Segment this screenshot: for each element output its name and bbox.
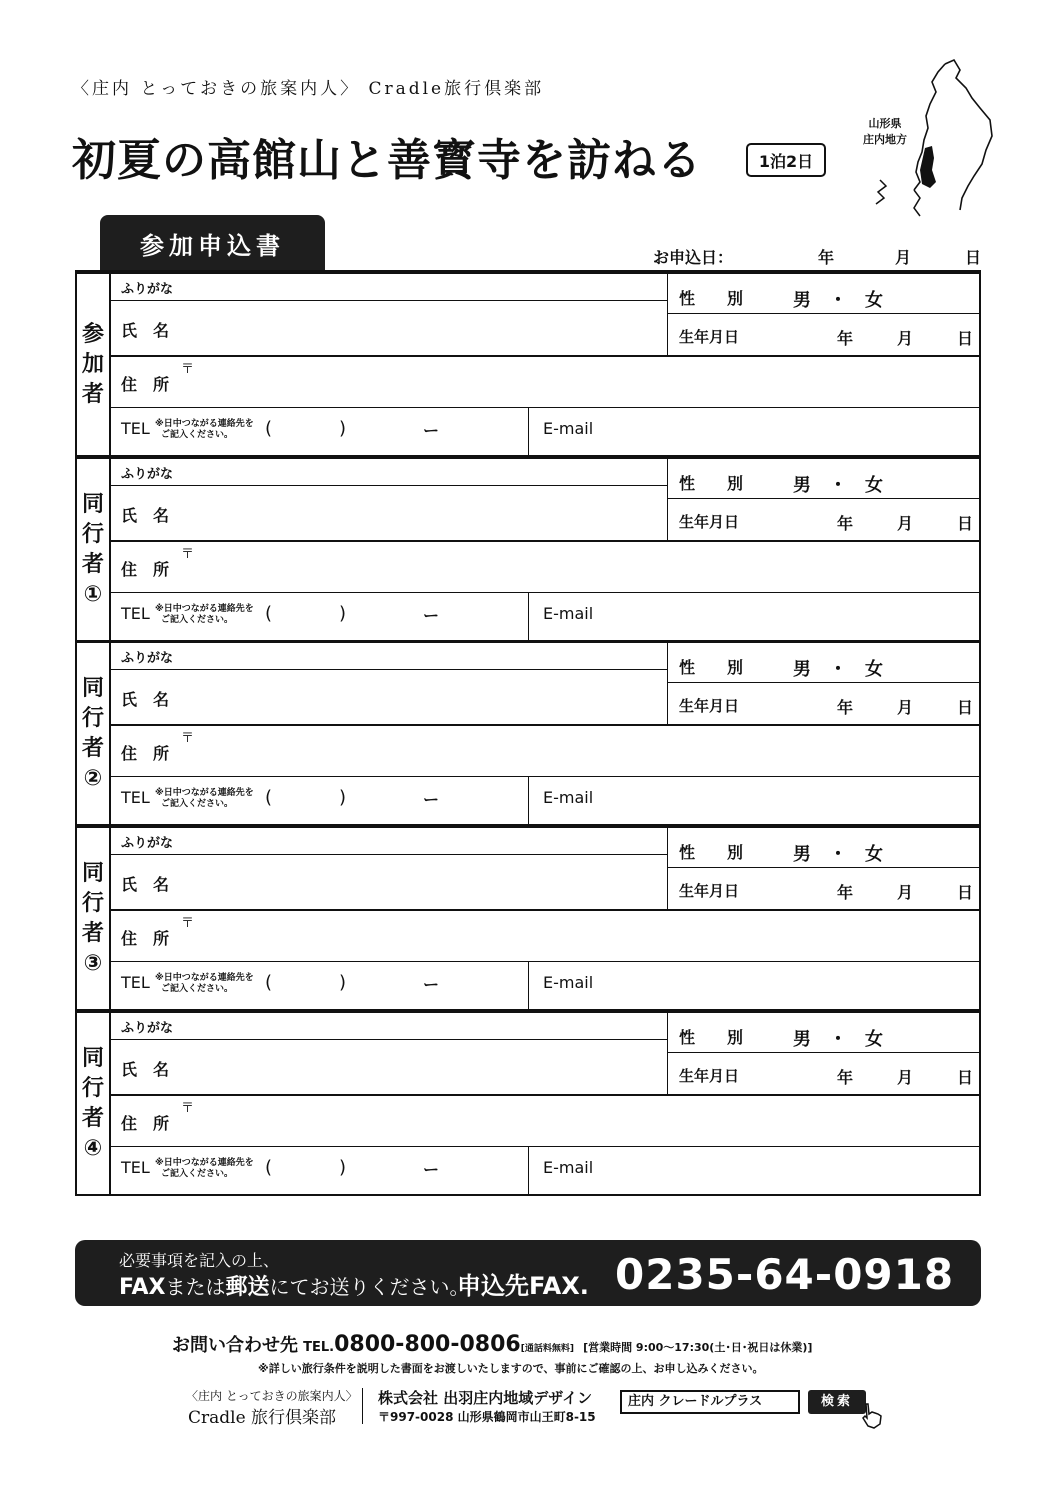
tel-field[interactable] — [273, 783, 523, 819]
tel-note: ※日中つながる連絡先を ご記入ください。 — [155, 419, 254, 440]
birth-year-label: 年 — [837, 883, 854, 902]
email-label: E-mail — [543, 1158, 594, 1177]
furigana-rule — [111, 854, 667, 855]
address-label: 住 所 — [121, 560, 170, 579]
gender-label: 性 別 — [679, 1028, 744, 1047]
tel-dash: ー — [423, 1160, 440, 1179]
birthdate-label: 生年月日 — [679, 697, 740, 715]
postal-mark: 〒 — [181, 362, 195, 377]
gender-birth-rule — [667, 498, 981, 499]
address-row-rule — [111, 592, 981, 593]
postal-mark: 〒 — [181, 547, 195, 562]
birthdate-label: 生年月日 — [679, 1067, 740, 1085]
postal-mark: 〒 — [181, 731, 195, 746]
duration-badge: 1泊2日 — [746, 143, 826, 177]
address-label: 住 所 — [121, 375, 170, 394]
tel-label: TEL — [121, 1158, 150, 1177]
pointer-hand-icon — [858, 1400, 888, 1430]
address-field[interactable] — [197, 1101, 977, 1141]
birth-month-label: 月 — [897, 1068, 914, 1087]
birth-day-label: 日 — [957, 1068, 974, 1087]
block-side-label: 同 行 者 ② — [77, 643, 111, 824]
birth-year-label: 年 — [837, 698, 854, 717]
tel-label: TEL — [121, 419, 150, 438]
email-label: E-mail — [543, 604, 594, 623]
address-field[interactable] — [197, 362, 977, 402]
name-row-rule — [111, 540, 981, 542]
email-label: E-mail — [543, 419, 594, 438]
address-label: 住 所 — [121, 744, 170, 763]
name-label: 氏 名 — [121, 690, 170, 709]
applicant-block — [75, 826, 981, 1011]
company-name: 株式会社 出羽庄内地域デザイン — [378, 1389, 593, 1407]
birthdate-label: 生年月日 — [679, 328, 740, 346]
tel-paren-open: ( — [265, 972, 273, 993]
application-year-label: 年 — [818, 248, 835, 267]
applicant-block — [75, 1011, 981, 1196]
furigana-rule — [111, 485, 667, 486]
birth-year-label: 年 — [837, 1068, 854, 1087]
birth-month-label: 月 — [897, 329, 914, 348]
name-field[interactable] — [189, 304, 659, 350]
application-month-label: 月 — [895, 248, 912, 267]
application-day-label: 日 — [965, 248, 982, 267]
tel-paren-open: ( — [265, 1157, 273, 1178]
page-title: 初夏の高館山と善寳寺を訪ねる — [72, 135, 702, 186]
name-field[interactable] — [189, 673, 659, 719]
email-label: E-mail — [543, 973, 594, 992]
contact-line: お問い合わせ先 TEL.0800-800-0806[通話料無料] [営業時間 9:00～17:30(土･日･祝日は休業)] — [172, 1332, 813, 1357]
banner-line1: 必要事項を記入の上、 — [119, 1251, 280, 1270]
tel-email-rule — [528, 961, 529, 1009]
furigana-label: ふりがな — [121, 282, 174, 297]
birth-month-label: 月 — [897, 514, 914, 533]
birth-month-label: 月 — [897, 698, 914, 717]
tel-label: TEL — [121, 973, 150, 992]
address-row-rule — [111, 407, 981, 408]
name-label: 氏 名 — [121, 875, 170, 894]
tel-email-rule — [528, 407, 529, 455]
tel-paren-open: ( — [265, 418, 273, 439]
applicant-block — [75, 272, 981, 457]
tel-email-rule — [528, 776, 529, 824]
name-label: 氏 名 — [121, 321, 170, 340]
applicant-block — [75, 457, 981, 642]
gender-options[interactable]: 男 ・ 女 — [793, 1029, 883, 1050]
gender-options[interactable]: 男 ・ 女 — [793, 659, 883, 680]
tel-label: TEL — [121, 604, 150, 623]
furigana-label: ふりがな — [121, 1021, 174, 1036]
name-row-rule — [111, 1094, 981, 1096]
form-heading: 参加申込書 — [100, 215, 325, 271]
furigana-label: ふりがな — [121, 467, 174, 482]
furigana-label: ふりがな — [121, 836, 174, 851]
email-field[interactable] — [607, 599, 977, 635]
gender-options[interactable]: 男 ・ 女 — [793, 475, 883, 496]
address-field[interactable] — [197, 547, 977, 587]
tel-dash: ー — [423, 421, 440, 440]
birth-day-label: 日 — [957, 883, 974, 902]
tel-dash: ー — [423, 606, 440, 625]
address-row-rule — [111, 961, 981, 962]
gender-options[interactable]: 男 ・ 女 — [793, 290, 883, 311]
tel-paren-close: ) — [339, 418, 347, 439]
tel-field[interactable] — [273, 1153, 523, 1189]
email-field[interactable] — [607, 968, 977, 1004]
tel-note: ※日中つながる連絡先を ご記入ください。 — [155, 604, 254, 625]
address-field[interactable] — [197, 916, 977, 956]
gender-column-rule — [667, 1013, 668, 1095]
tel-email-rule — [528, 1146, 529, 1194]
address-row-rule — [111, 1146, 981, 1147]
fax-label: 申込先FAX. — [457, 1272, 589, 1300]
footer-logo-line1: 〈庄内 とっておきの旅案内人〉 — [186, 1389, 358, 1403]
name-field[interactable] — [189, 858, 659, 904]
gender-column-rule — [667, 459, 668, 541]
contact-note: ※詳しい旅行条件を説明した書面をお渡しいたしますので、事前にご確認の上、お申し込みください。 — [258, 1362, 764, 1375]
furigana-rule — [111, 1039, 667, 1040]
birth-year-label: 年 — [837, 329, 854, 348]
address-field[interactable] — [197, 731, 977, 771]
series-title: 〈庄内 とっておきの旅案内人〉 Cradle旅行倶楽部 — [72, 79, 545, 99]
gender-birth-rule — [667, 1052, 981, 1053]
address-row-rule — [111, 776, 981, 777]
tel-note: ※日中つながる連絡先を ご記入ください。 — [155, 788, 254, 809]
email-label: E-mail — [543, 788, 594, 807]
search-input[interactable]: 庄内 クレードルプラス — [620, 1390, 800, 1414]
block-side-label: 参 加 者 — [77, 274, 111, 455]
address-label: 住 所 — [121, 929, 170, 948]
tel-paren-open: ( — [265, 603, 273, 624]
map-label: 山形県 庄内地方 — [863, 117, 907, 146]
gender-options[interactable]: 男 ・ 女 — [793, 844, 883, 865]
birth-month-label: 月 — [897, 883, 914, 902]
name-row-rule — [111, 724, 981, 726]
gender-label: 性 別 — [679, 289, 744, 308]
furigana-rule — [111, 300, 667, 301]
email-field[interactable] — [607, 783, 977, 819]
birthdate-label: 生年月日 — [679, 882, 740, 900]
birth-day-label: 日 — [957, 329, 974, 348]
furigana-label: ふりがな — [121, 651, 174, 666]
name-field[interactable] — [189, 1043, 659, 1089]
gender-birth-rule — [667, 682, 981, 683]
gender-column-rule — [667, 643, 668, 725]
tel-email-rule — [528, 592, 529, 640]
name-row-rule — [111, 909, 981, 911]
name-row-rule — [111, 355, 981, 357]
tel-note: ※日中つながる連絡先を ご記入ください。 — [155, 973, 254, 994]
search-button[interactable]: 検索 — [808, 1390, 866, 1414]
block-side-label: 同 行 者 ③ — [77, 828, 111, 1009]
tel-paren-open: ( — [265, 787, 273, 808]
birthdate-label: 生年月日 — [679, 513, 740, 531]
tel-dash: ー — [423, 790, 440, 809]
gender-birth-rule — [667, 867, 981, 868]
tel-paren-close: ) — [339, 972, 347, 993]
footer-divider — [362, 1388, 363, 1424]
birth-day-label: 日 — [957, 698, 974, 717]
gender-birth-rule — [667, 313, 981, 314]
submission-banner — [75, 1240, 981, 1306]
tel-field[interactable] — [273, 968, 523, 1004]
name-field[interactable] — [189, 489, 659, 535]
tel-field[interactable] — [273, 414, 523, 450]
email-field[interactable] — [607, 1153, 977, 1189]
tel-paren-close: ) — [339, 787, 347, 808]
birth-day-label: 日 — [957, 514, 974, 533]
postal-mark: 〒 — [181, 1101, 195, 1116]
birth-year-label: 年 — [837, 514, 854, 533]
tel-paren-close: ) — [339, 1157, 347, 1178]
postal-mark: 〒 — [181, 916, 195, 931]
footer-logo-line2: Cradle 旅行倶楽部 — [188, 1408, 337, 1428]
gender-label: 性 別 — [679, 658, 744, 677]
gender-column-rule — [667, 828, 668, 910]
gender-column-rule — [667, 274, 668, 356]
applicant-block — [75, 641, 981, 826]
application-date-label: お申込日： — [653, 248, 734, 267]
block-side-label: 同 行 者 ① — [77, 459, 111, 640]
block-side-label: 同 行 者 ④ — [77, 1013, 111, 1194]
tel-paren-close: ) — [339, 603, 347, 624]
furigana-rule — [111, 669, 667, 670]
name-label: 氏 名 — [121, 506, 170, 525]
tel-label: TEL — [121, 788, 150, 807]
company-address: 〒997-0028 山形県鶴岡市山王町8-15 — [378, 1410, 596, 1424]
tel-dash: ー — [423, 975, 440, 994]
gender-label: 性 別 — [679, 843, 744, 862]
tel-field[interactable] — [273, 599, 523, 635]
banner-line2: FAXまたは郵送にてお送りください。 — [119, 1275, 470, 1300]
fax-number: 0235-64-0918 — [615, 1250, 955, 1299]
gender-label: 性 別 — [679, 474, 744, 493]
address-label: 住 所 — [121, 1114, 170, 1133]
email-field[interactable] — [607, 414, 977, 450]
name-label: 氏 名 — [121, 1060, 170, 1079]
tel-note: ※日中つながる連絡先を ご記入ください。 — [155, 1158, 254, 1179]
